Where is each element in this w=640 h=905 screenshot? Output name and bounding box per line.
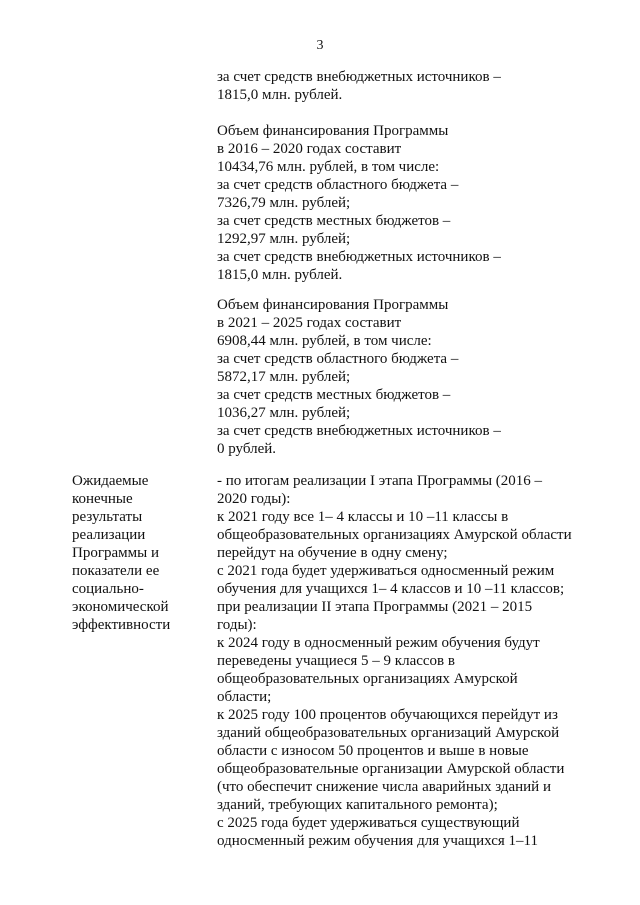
text-line: 0 рублей. xyxy=(217,441,277,457)
text-line: за счет средств внебюджетных источников – xyxy=(217,423,501,439)
text-line: с 2025 года будет удерживаться существующий xyxy=(217,815,520,831)
label-line: экономической xyxy=(72,599,169,615)
text-line: (что обеспечит снижение числа аварийных зданий и xyxy=(217,779,551,795)
text-line: зданий, требующих капитального ремонта); xyxy=(217,797,498,813)
text-line: к 2021 году все 1– 4 классы и 10 –11 классы в xyxy=(217,509,509,525)
label-line: реализации xyxy=(72,527,146,543)
text-line: общеобразовательные организации Амурской области xyxy=(217,761,565,777)
text-line: к 2024 году в односменный режим обучения будут xyxy=(217,635,540,651)
text-line: при реализации II этапа Программы (2021 – 2015 xyxy=(217,599,533,615)
text-line: 1292,97 млн. рублей; xyxy=(217,231,351,247)
label-line: эффективности xyxy=(72,617,171,633)
text-line: 5872,17 млн. рублей; xyxy=(217,369,351,385)
text-line: односменный режим обучения для учащихся 1–11 xyxy=(217,833,538,849)
text-line: за счет средств местных бюджетов – xyxy=(217,387,451,403)
text-line: 6908,44 млн. рублей, в том числе: xyxy=(217,333,432,349)
text-line: Объем финансирования Программы xyxy=(217,297,449,313)
label-line: показатели ее xyxy=(72,563,160,579)
label-line: Программы и xyxy=(72,545,159,561)
text-line: Объем финансирования Программы xyxy=(217,123,449,139)
text-line: 1815,0 млн. рублей. xyxy=(217,267,343,283)
text-line: - по итогам реализации I этапа Программы (2016 – xyxy=(217,473,543,489)
text-line: годы): xyxy=(217,617,257,633)
text-line: переведены учащиеся 5 – 9 классов в xyxy=(217,653,455,669)
text-line: 7326,79 млн. рублей; xyxy=(217,195,351,211)
label-line: конечные xyxy=(72,491,133,507)
text-line: 1815,0 млн. рублей. xyxy=(217,87,343,103)
text-line: области; xyxy=(217,689,272,705)
page-number: 3 xyxy=(316,38,324,53)
text-line: за счет средств местных бюджетов – xyxy=(217,213,451,229)
label-line: социально- xyxy=(72,581,144,597)
text-line: в 2016 – 2020 годах составит xyxy=(217,141,402,157)
text-line: к 2025 году 100 процентов обучающихся перейдут из xyxy=(217,707,558,723)
label-line: Ожидаемые xyxy=(72,473,149,489)
text-line: зданий общеобразовательных организаций Амурской xyxy=(217,725,560,741)
text-line: с 2021 года будет удерживаться односменный режим xyxy=(217,563,555,579)
text-line: перейдут на обучение в одну смену; xyxy=(217,545,448,561)
text-line: общеобразовательных организациях Амурской области xyxy=(217,527,572,543)
text-line: за счет средств областного бюджета – xyxy=(217,177,459,193)
text-line: за счет средств областного бюджета – xyxy=(217,351,459,367)
text-line: 10434,76 млн. рублей, в том числе: xyxy=(217,159,440,175)
text-line: 1036,27 млн. рублей; xyxy=(217,405,351,421)
text-line: обучения для учащихся 1– 4 классов и 10 –11 классов; xyxy=(217,581,565,597)
text-line: 2020 годы): xyxy=(217,491,291,507)
text-line: за счет средств внебюджетных источников – xyxy=(217,69,501,85)
text-line: области с износом 50 процентов и выше в новые xyxy=(217,743,529,759)
label-line: результаты xyxy=(72,509,143,525)
text-line: в 2021 – 2025 годах составит xyxy=(217,315,402,331)
text-line: общеобразовательных организациях Амурской xyxy=(217,671,518,687)
text-line: за счет средств внебюджетных источников – xyxy=(217,249,501,265)
